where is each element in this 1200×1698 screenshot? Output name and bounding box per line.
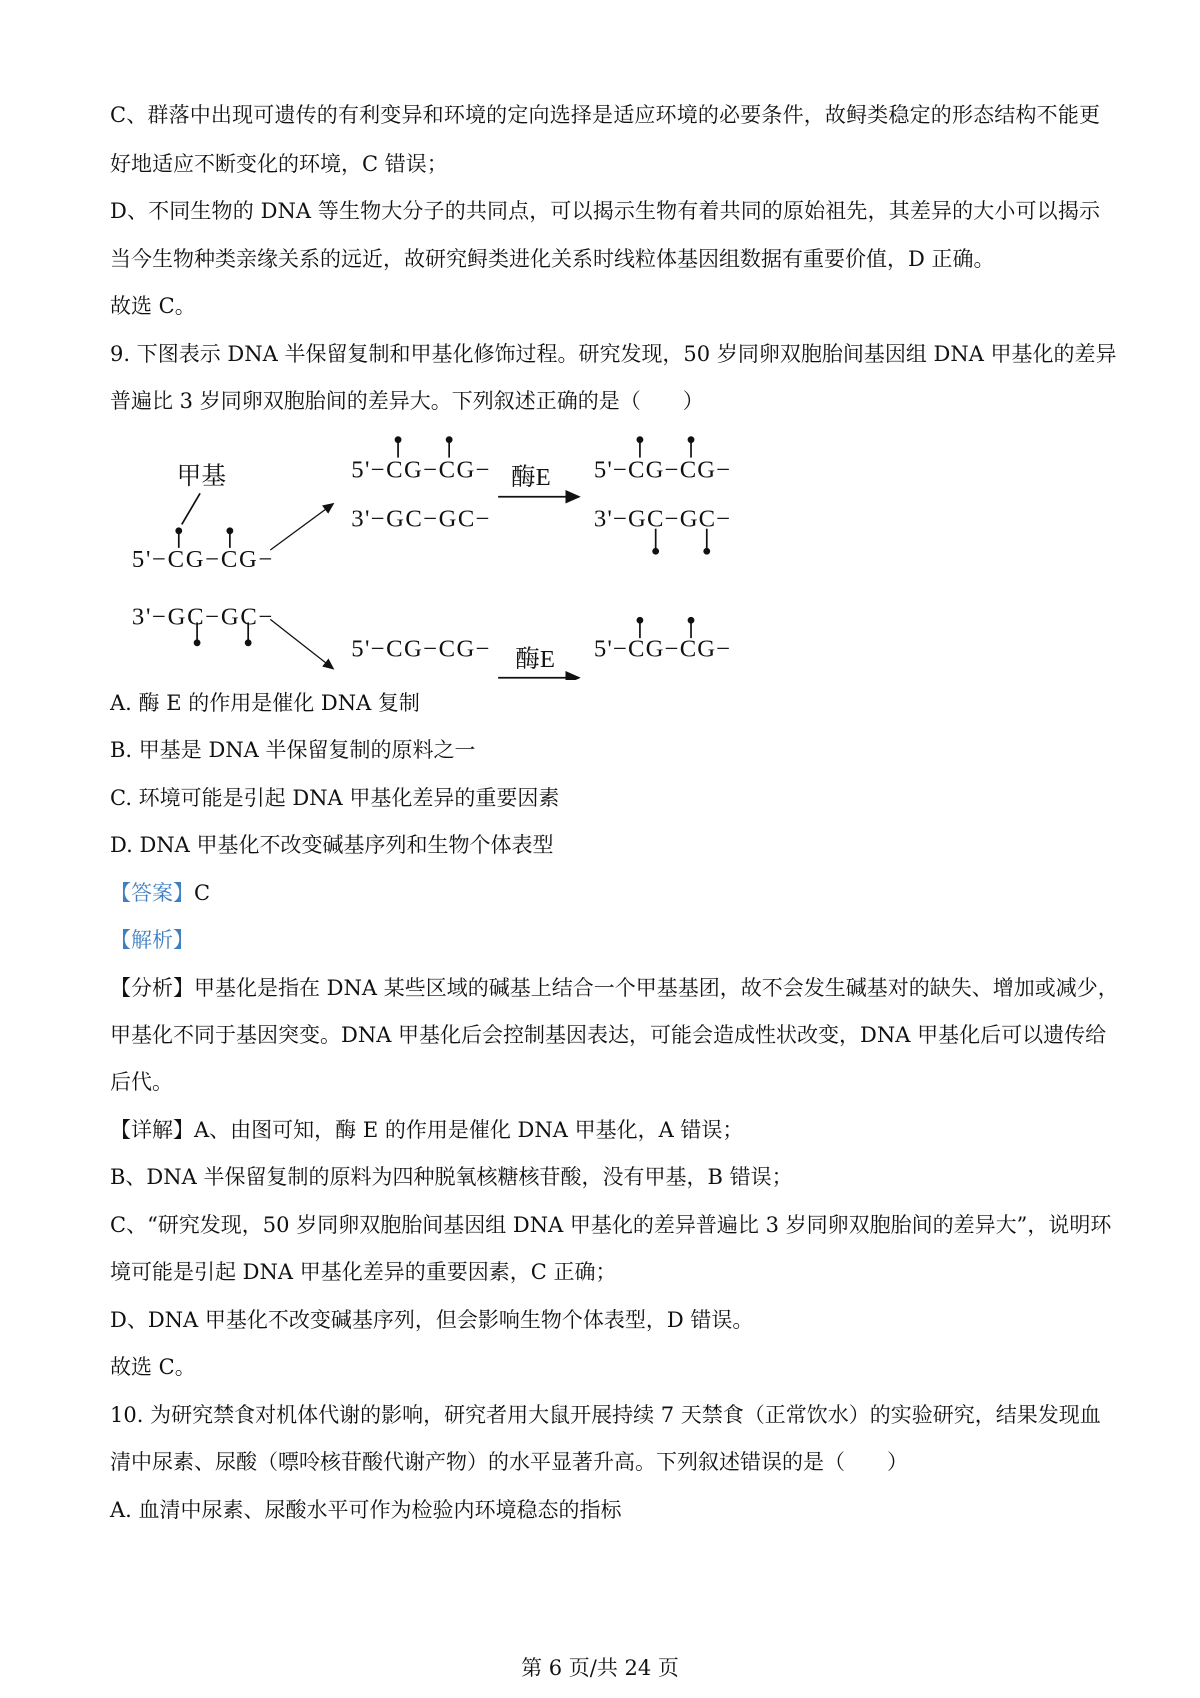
detail-line: 【详解】A、由图可知，酶 E 的作用是催化 DNA 甲基化，A 错误；: [110, 1118, 744, 1142]
strand-3-original: 3'−GC−GC−: [131, 603, 273, 631]
analysis-line: 甲基化不同于基因突变。DNA 甲基化后会控制基因表达，可能会造成性状改变，DNA 甲基化后可以遗传给: [110, 1023, 1107, 1047]
detail-line: D、DNA 甲基化不改变碱基序列，但会影响生物个体表型，D 错误。: [110, 1308, 754, 1332]
enzyme-label-top: 酶E: [510, 463, 551, 491]
page-footer: 第 6 页/共 24 页: [521, 1656, 679, 1680]
detail-line: B、DNA 半保留复制的原料为四种脱氧核糖核苷酸，没有甲基，B 错误；: [110, 1165, 793, 1189]
q9-option-b: B. 甲基是 DNA 半保留复制的原料之一: [110, 738, 476, 762]
methyl-pointer-line: [182, 493, 200, 524]
prev-option-c-line1: C、群落中出现可遗传的有利变异和环境的定向选择是适应环境的必要条件，故鲟类稳定的形态结构不能更: [110, 103, 1100, 127]
detail-line: 故选 C。: [110, 1355, 196, 1379]
q9-stem-line2: 普遍比 3 岁同卵双胞胎间的差异大。下列叙述正确的是（ ）: [110, 389, 704, 413]
detail-line: 境可能是引起 DNA 甲基化差异的重要因素，C 正确；: [110, 1260, 617, 1284]
q9-option-d: D. DNA 甲基化不改变碱基序列和生物个体表型: [110, 833, 554, 857]
strand-5-bottom-right: 5'−CG−CG−: [593, 635, 731, 663]
answer-value: C: [194, 881, 211, 905]
prev-option-d-line2: 当今生物种类亲缘关系的远近，故研究鲟类进化关系时线粒体基因组数据有重要价值，D 正确。: [110, 247, 995, 271]
strand-5-top-middle: 5'−CG−CG−: [351, 456, 490, 484]
answer-tag: 【答案】: [110, 881, 194, 905]
prev-option-c-line2: 好地适应不断变化的环境，C 错误；: [110, 152, 448, 176]
analysis-tag: 【解析】: [110, 928, 194, 952]
strand-5-original: 5'−CG−CG−: [131, 546, 273, 574]
q9-stem-line1: 9. 下图表示 DNA 半保留复制和甲基化修饰过程。研究发现，50 岁同卵双胞胎间基因组 DNA 甲基化的差异: [110, 342, 1117, 366]
q9-option-a: A. 酶 E 的作用是催化 DNA 复制: [110, 691, 420, 715]
q10-stem-line1: 10. 为研究禁食对机体代谢的影响，研究者用大鼠开展持续 7 天禁食（正常饮水）的实验研究，结果发现血: [110, 1403, 1101, 1427]
q10-option-a: A. 血清中尿素、尿酸水平可作为检验内环境稳态的指标: [110, 1498, 622, 1522]
strand-3-top-right: 3'−GC−GC−: [593, 505, 731, 533]
q9-option-c: C. 环境可能是引起 DNA 甲基化差异的重要因素: [110, 786, 560, 810]
strand-5-top-right: 5'−CG−CG−: [593, 456, 731, 484]
enzyme-label-bottom: 酶E: [515, 646, 555, 674]
analysis-line: 【分析】甲基化是指在 DNA 某些区域的碱基上结合一个甲基基团，故不会发生碱基对的缺失、增加或减少，: [110, 976, 1119, 1000]
prev-conclusion: 故选 C。: [110, 294, 196, 318]
detail-line: C、“研究发现，50 岁同卵双胞胎间基因组 DNA 甲基化的差异普遍比 3 岁同卵双胞胎间的差异大”，说明环: [110, 1213, 1112, 1237]
dna-methylation-diagram: [100, 420, 760, 680]
strand-5-bottom-middle: 5'−CG−CG−: [351, 635, 490, 663]
strand-3-top-middle: 3'−GC−GC−: [351, 505, 490, 533]
q10-stem-line2: 清中尿素、尿酸（嘌呤核苷酸代谢产物）的水平显著升高。下列叙述错误的是（ ）: [110, 1450, 908, 1474]
analysis-line: 后代。: [110, 1070, 173, 1094]
prev-option-d-line1: D、不同生物的 DNA 等生物大分子的共同点，可以揭示生物有着共同的原始祖先，其差异的大小可以揭示: [110, 199, 1100, 223]
arrow-icon: [270, 504, 333, 550]
arrow-icon: [270, 619, 333, 668]
methyl-label: 甲基: [176, 463, 227, 490]
q9-answer: [110, 869, 1100, 917]
